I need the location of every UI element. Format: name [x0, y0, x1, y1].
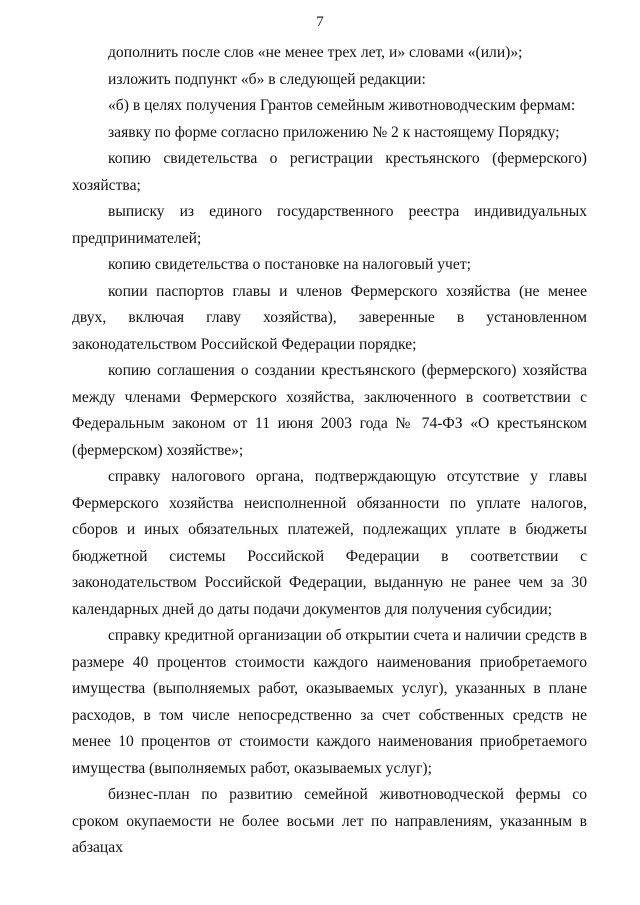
paragraph-passport-copies: копии паспортов главы и членов Фермерского хозяйства (не менее двух, включая главу хозяйства), заверенные в установленном законодательством Российской Федерации порядке; — [72, 282, 587, 353]
paragraph-amend-words: дополнить после слов «не менее трех лет, и» словами «(или)»; — [108, 44, 523, 61]
paragraph-registry-extract: выписку из единого государственного реестра индивидуальных предпринимателей; — [72, 203, 587, 247]
paragraph-registration-certificate: копию свидетельства о регистрации крестьянского (фермерского) хозяйства; — [72, 150, 587, 194]
paragraph-bank-certificate: справку кредитной организации об открытии счета и наличии средств в размере 40 процентов стоимости каждого наименования приобретаемого имущества (выполняемых работ, оказываемых услуг), указанных в плане расходов, в том числе непосредственно за счет собственных средств не менее 10 процентов от стоимости каждого наименования приобретаемого имущества (выполняемых работ, оказываемых услуг); — [72, 627, 587, 777]
paragraph-application: заявку по форме согласно приложению № 2 к настоящему Порядку; — [108, 123, 560, 141]
page-number: 7 — [316, 14, 324, 30]
paragraph-business-plan: бизнес-план по развитию семейной животноводческой фермы со сроком окупаемости не более восьми лет по направлениям, указанным в абзацах — [72, 786, 587, 856]
document-body — [72, 40, 587, 862]
paragraph-farm-agreement: копию соглашения о создании крестьянского (фермерского) хозяйства между членами Фермерского хозяйства, заключенного в соответствии с Федеральным законом от 11 июня 2003 года № 74-ФЗ «О крестьянском (фермерском) хозяйстве»; — [72, 362, 587, 459]
paragraph-restate-subitem: изложить подпункт «б» в следующей редакции: — [108, 70, 426, 88]
paragraph-tax-certificate: справку налогового органа, подтверждающую отсутствие у главы Фермерского хозяйства неисполненной обязанности по уплате налогов, сборов и иных обязательных платежей, подлежащих уплате в бюджеты бюджетной системы Российской Федерации в соответствии с законодательством Российской Федерации, выданную не ранее чем за 30 календарных дней до даты подачи документов для получения субсидии; — [72, 468, 587, 618]
paragraph-tax-registration: копию свидетельства о постановке на налоговый учет; — [108, 256, 471, 273]
paragraph-subitem-b: «б) в целях получения Грантов семейным животноводческим фермам: — [108, 97, 576, 114]
